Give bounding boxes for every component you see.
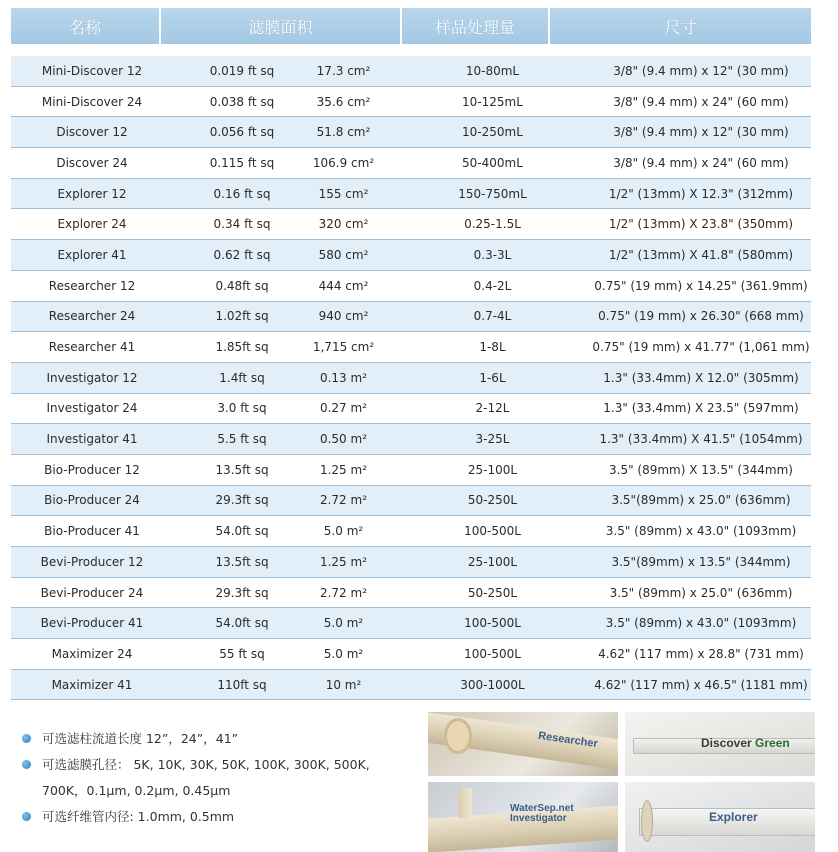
cell-size: 0.75" (19 mm) x 41.77" (1,061 mm) [592,340,810,355]
cell-area-cm: 2.72 m² [319,493,368,508]
cell-area-ft: 1.4ft sq [219,370,265,385]
cell-area-cm: 5.0 m² [323,646,364,661]
cell-name: Bio-Producer 24 [44,493,140,508]
cell-area-ft: 110ft sq [217,677,267,692]
note-pore-size [22,752,402,804]
cell-area-cm: 0.27 m² [319,401,368,416]
cell-area-cm: 320 cm² [318,217,369,232]
cell-name: Mini-Discover 24 [41,94,143,109]
cell-area-cm: 0.50 m² [319,432,368,447]
table-row [11,578,811,609]
cell-area-ft: 0.038 ft sq [209,94,275,109]
cell-area-cm: 2.72 m² [319,585,368,600]
cell-name: Bevi-Producer 24 [40,585,144,600]
cell-name: Bevi-Producer 41 [40,616,144,631]
photo-explorer-cartridge [625,782,815,852]
cell-volume: 0.7-4L [473,309,512,324]
table-row [11,670,811,701]
cell-volume: 150-750mL [458,186,527,201]
cell-area-ft: 13.5ft sq [215,554,269,569]
cell-volume: 50-250L [467,493,518,508]
cell-area-ft: 5.5 ft sq [217,432,267,447]
cell-name: Maximizer 24 [51,646,133,661]
note-fiber-diameter [22,804,402,830]
bullet-icon [22,812,31,821]
header-sample-volume: 样品处理量 [402,8,548,44]
cell-size: 1/2" (13mm) X 12.3" (312mm) [608,186,794,201]
table-header [11,8,811,44]
cell-size: 1/2" (13mm) X 23.8" (350mm) [608,217,794,232]
cell-size: 4.62" (117 mm) x 28.8" (731 mm) [598,646,804,661]
note-channel-length [22,726,402,752]
cell-size: 1.3" (33.4mm) X 23.5" (597mm) [603,401,799,416]
cell-volume: 300-1000L [460,677,525,692]
cell-area-ft: 0.16 ft sq [213,186,271,201]
cell-size: 3/8" (9.4 mm) x 24" (60 mm) [613,155,789,170]
table-row [11,547,811,578]
cell-name: Explorer 12 [57,186,127,201]
cell-size: 3/8" (9.4 mm) x 12" (30 mm) [613,63,789,78]
cell-area-ft: 3.0 ft sq [217,401,267,416]
table-row [11,486,811,517]
cell-area-ft: 54.0ft sq [215,616,269,631]
table-row [11,271,811,302]
cell-name: Bevi-Producer 12 [40,554,144,569]
table-row [11,87,811,118]
cell-area-cm: 444 cm² [318,278,369,293]
cell-name: Explorer 24 [57,217,127,232]
cell-size: 3/8" (9.4 mm) x 24" (60 mm) [613,94,789,109]
cell-area-cm: 0.13 m² [319,370,368,385]
cell-volume: 100-500L [464,616,521,631]
cell-name: Researcher 24 [48,309,136,324]
cell-area-ft: 0.62 ft sq [213,247,271,262]
table-row [11,455,811,486]
cell-size: 3/8" (9.4 mm) x 12" (30 mm) [613,125,789,140]
cell-area-ft: 55 ft sq [219,646,265,661]
cell-name: Bio-Producer 41 [44,524,140,539]
cartridge-port [458,788,472,818]
cell-area-cm: 17.3 cm² [316,63,371,78]
cell-size: 3.5" (89mm) x 25.0" (636mm) [609,585,793,600]
cell-area-cm: 35.6 cm² [316,94,371,109]
cell-area-cm: 106.9 cm² [312,155,375,170]
photo-investigator-cartridge [428,782,618,852]
table-row [11,516,811,547]
photo-discover-cartridge [625,712,815,776]
cell-name: Maximizer 41 [51,677,133,692]
cell-volume: 50-400mL [462,155,523,170]
cell-area-ft: 1.02ft sq [215,309,269,324]
cell-name: Discover 24 [56,155,128,170]
cell-area-ft: 29.3ft sq [215,585,269,600]
table-row [11,240,811,271]
cell-volume: 10-80mL [465,63,520,78]
cell-volume: 25-100L [467,554,518,569]
cell-area-ft: 54.0ft sq [215,524,269,539]
cell-volume: 0.4-2L [473,278,512,293]
note-text: 可选滤膜孔径： 5K, 10K, 30K, 50K, 100K, 300K, 500K, [42,757,370,772]
spec-table [11,56,811,700]
investigator-text: Investigator [510,813,567,824]
cell-area-cm: 10 m² [325,677,362,692]
discover-label-dark: Discover [701,736,752,750]
cell-size: 0.75" (19 mm) x 26.30" (668 mm) [598,309,804,324]
discover-label [701,736,790,750]
cartridge-end [641,800,653,842]
cell-volume: 100-500L [464,646,521,661]
table-row [11,363,811,394]
cell-size: 1.3" (33.4mm) X 41.5" (1054mm) [599,432,803,447]
cell-name: Bio-Producer 12 [44,462,140,477]
cell-area-cm: 940 cm² [318,309,369,324]
cell-area-cm: 1.25 m² [319,462,368,477]
note-text-cont: 700K，0.1μm, 0.2μm, 0.45μm [42,783,231,798]
cell-area-ft: 13.5ft sq [215,462,269,477]
cell-volume: 0.3-3L [473,247,512,262]
cell-area-cm: 5.0 m² [323,524,364,539]
cell-area-ft: 1.85ft sq [215,340,269,355]
cell-size: 3.5" (89mm) X 13.5" (344mm) [609,462,793,477]
cell-size: 3.5" (89mm) x 43.0" (1093mm) [605,616,797,631]
header-dimensions: 尺寸 [550,8,811,44]
cell-volume: 100-500L [464,524,521,539]
header-name: 名称 [11,8,159,44]
bullet-icon [22,760,31,769]
cell-area-ft: 0.056 ft sq [209,125,275,140]
cell-area-ft: 0.48ft sq [215,278,269,293]
cell-area-cm: 1.25 m² [319,554,368,569]
cell-name: Investigator 24 [46,401,138,416]
note-text: 可选滤柱流道长度 12”，24”，41” [42,731,239,746]
cell-size: 3.5"(89mm) x 13.5" (344mm) [611,554,791,569]
table-row [11,179,811,210]
table-row [11,608,811,639]
cartridge-port [444,718,472,754]
cell-volume: 0.25-1.5L [464,217,521,232]
cell-size: 1.3" (33.4mm) X 12.0" (305mm) [603,370,799,385]
table-row [11,424,811,455]
cell-volume: 10-250mL [462,125,523,140]
cell-name: Researcher 12 [48,278,136,293]
photo-researcher-cartridge [428,712,618,776]
table-row [11,117,811,148]
table-row [11,639,811,670]
table-row [11,394,811,425]
cell-volume: 10-125mL [462,94,523,109]
cell-name: Mini-Discover 12 [41,63,143,78]
bullet-icon [22,734,31,743]
table-row [11,209,811,240]
cell-name: Investigator 41 [46,432,138,447]
table-row [11,302,811,333]
cell-area-cm: 1,715 cm² [312,340,375,355]
cell-area-cm: 155 cm² [318,186,369,201]
header-filter-area: 滤膜面积 [161,8,400,44]
note-text: 可选纤维管内径: 1.0mm, 0.5mm [42,809,235,824]
cell-name: Researcher 41 [48,340,136,355]
explorer-label: Explorer [709,810,758,824]
cell-volume: 3-25L [475,432,510,447]
cell-area-cm: 580 cm² [318,247,369,262]
cell-size: 1/2" (13mm) X 41.8" (580mm) [608,247,794,262]
cell-area-ft: 29.3ft sq [215,493,269,508]
cell-area-ft: 0.115 ft sq [209,155,275,170]
cell-volume: 2-12L [475,401,510,416]
cell-volume: 1-6L [479,370,506,385]
cell-area-ft: 0.34 ft sq [213,217,271,232]
cell-name: Investigator 12 [46,370,138,385]
cell-volume: 25-100L [467,462,518,477]
cell-area-ft: 0.019 ft sq [209,63,275,78]
cell-volume: 50-250L [467,585,518,600]
cell-area-cm: 51.8 cm² [316,125,371,140]
cell-size: 3.5" (89mm) x 43.0" (1093mm) [605,524,797,539]
cell-volume: 1-8L [479,340,506,355]
cell-size: 3.5"(89mm) x 25.0" (636mm) [611,493,791,508]
options-notes [22,726,402,830]
table-row [11,148,811,179]
cell-area-cm: 5.0 m² [323,616,364,631]
table-row [11,56,811,87]
researcher-label: Researcher [537,729,599,751]
discover-label-green: Green [755,736,790,750]
watersep-text: WaterSep.net [510,803,574,814]
table-row [11,332,811,363]
cell-name: Explorer 41 [57,247,127,262]
cell-size: 0.75" (19 mm) x 14.25" (361.9mm) [594,278,808,293]
cell-name: Discover 12 [56,125,128,140]
cell-size: 4.62" (117 mm) x 46.5" (1181 mm) [594,677,808,692]
watersep-label [510,804,574,824]
